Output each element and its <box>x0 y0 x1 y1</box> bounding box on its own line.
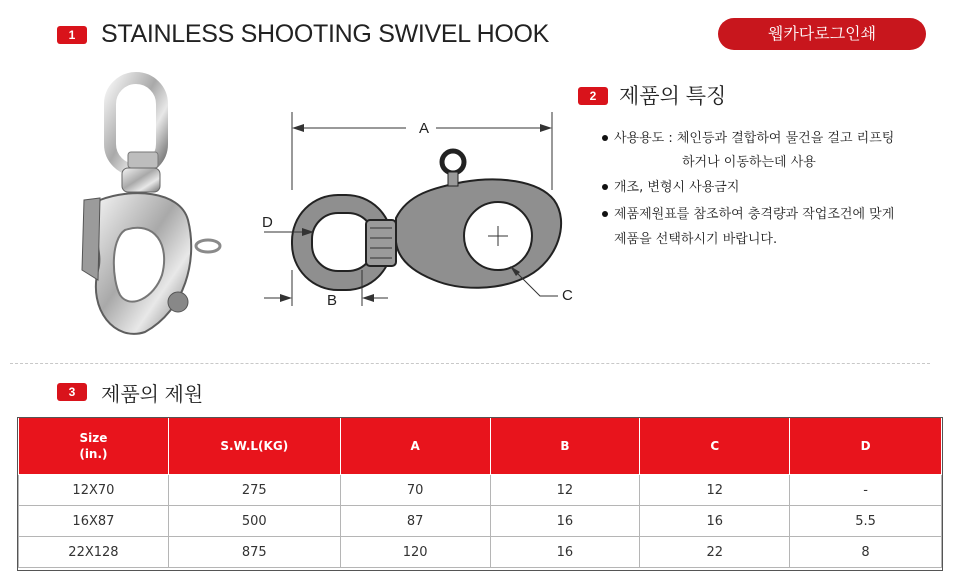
cell-size: 22X128 <box>19 537 169 568</box>
bullet-icon <box>602 211 608 217</box>
header-c: C <box>640 418 790 475</box>
feature-text: 개조, 변형시 사용금지 <box>614 180 740 195</box>
cell-d: 8 <box>790 537 942 568</box>
specs-title: 제품의 제원 <box>101 384 204 406</box>
header-size-line2: (in.) <box>79 447 108 461</box>
cell-d: - <box>790 475 942 506</box>
cell-a: 120 <box>340 537 490 568</box>
spec-table <box>18 418 942 568</box>
cell-c: 16 <box>640 506 790 537</box>
cell-b: 16 <box>490 506 640 537</box>
cell-d: 5.5 <box>790 506 942 537</box>
cell-c: 22 <box>640 537 790 568</box>
product-photo <box>70 70 230 350</box>
header-d: D <box>790 418 942 475</box>
cell-swl: 875 <box>168 537 340 568</box>
cell-a: 70 <box>340 475 490 506</box>
cell-size: 16X87 <box>19 506 169 537</box>
feature-item-continued <box>682 151 816 170</box>
table-row <box>19 506 942 537</box>
dimension-label-a: A <box>419 120 430 137</box>
table-row <box>19 537 942 568</box>
dimension-label-d: D <box>262 214 273 231</box>
cell-b: 16 <box>490 537 640 568</box>
feature-text: 하거나 이동하는데 사용 <box>682 155 816 170</box>
feature-item-continued <box>614 228 777 247</box>
feature-item <box>602 176 739 195</box>
feature-text: 사용용도 : 체인등과 결합하여 물건을 걸고 리프팅 <box>614 131 895 146</box>
feature-text: 제품제원표를 참조하여 충격량과 작업조건에 맞게 <box>614 207 895 222</box>
table-row <box>19 475 942 506</box>
bullet-icon <box>602 184 608 190</box>
table-header-row <box>19 418 942 475</box>
brand-button[interactable]: 웹카다로그인쇄 <box>718 18 926 50</box>
section-number-badge: 2 <box>578 87 608 105</box>
feature-item <box>602 203 894 222</box>
section-number-badge: 1 <box>57 26 87 44</box>
section-divider <box>10 363 930 364</box>
features-title: 제품의 특징 <box>619 85 727 108</box>
dimension-label-c: C <box>562 287 573 304</box>
cell-size: 12X70 <box>19 475 169 506</box>
header-size <box>19 418 169 475</box>
header-b: B <box>490 418 640 475</box>
dimension-label-b: B <box>327 292 338 309</box>
cell-swl: 500 <box>168 506 340 537</box>
dimension-diagram <box>258 110 588 325</box>
cell-c: 12 <box>640 475 790 506</box>
header-a: A <box>340 418 490 475</box>
cell-swl: 275 <box>168 475 340 506</box>
header-size-line1: Size <box>79 431 108 445</box>
section-number-badge: 3 <box>57 383 87 401</box>
header-swl: S.W.L(KG) <box>168 418 340 475</box>
cell-a: 87 <box>340 506 490 537</box>
bullet-icon <box>602 135 608 141</box>
feature-text: 제품을 선택하시기 바랍니다. <box>614 232 778 247</box>
cell-b: 12 <box>490 475 640 506</box>
page-title: STAINLESS SHOOTING SWIVEL HOOK <box>101 20 550 48</box>
feature-item <box>602 127 894 146</box>
